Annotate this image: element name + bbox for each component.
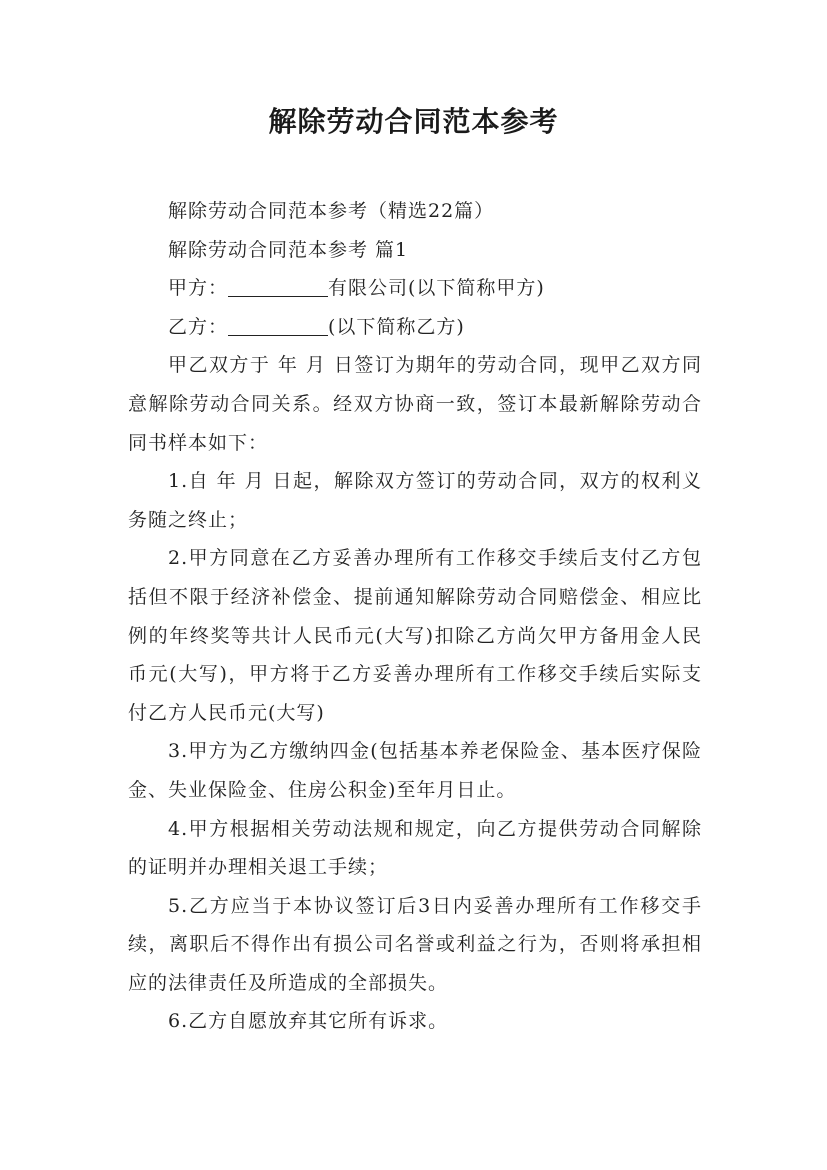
paragraph-clause-6: 6.乙方自愿放弃其它所有诉求。 — [168, 1010, 449, 1033]
document-body — [128, 192, 702, 1041]
document-subtitle: 解除劳动合同范本参考（精选22篇） — [168, 200, 495, 222]
paragraph-clause-4: 4.甲方根据相关劳动法规和规定，向乙方提供劳动合同解除的证明并办理相关退工手续； — [128, 817, 702, 879]
party-a-label: 甲方： — [168, 277, 229, 300]
paragraph-clause-2: 2.甲方同意在乙方妥善办理所有工作移交手续后支付乙方包括但不限于经济补偿金、提前通知解除劳动合同赔偿金、相应比例的年终奖等共计人民币元(大写)扣除乙方尚欠甲方备用金人民币元(大写)，甲方将于乙方妥善办理所有工作移交手续后实际支付乙方人民币元(大写) — [128, 547, 702, 724]
party-a-blank — [228, 274, 328, 297]
party-b-blank — [228, 313, 328, 336]
party-a-line — [128, 269, 702, 308]
paragraph-clause-1: 1.自 年 月 日起，解除双方签订的劳动合同，双方的权利义务随之终止； — [128, 470, 702, 531]
party-b-label: 乙方： — [168, 315, 229, 338]
paragraph-clause-3: 3.甲方为乙方缴纳四金(包括基本养老保险金、基本医疗保险金、失业保险金、住房公积金)至年月日止。 — [128, 740, 702, 801]
party-b-line — [128, 308, 702, 347]
paragraph-clause-5: 5.乙方应当于本协议签订后3日内妥善办理所有工作移交手续，离职后不得作出有损公司名誉或利益之行为，否则将承担相应的法律责任及所造成的全部损失。 — [128, 894, 702, 994]
party-a-suffix: 有限公司(以下简称甲方) — [328, 277, 545, 300]
document-title: 解除劳动合同范本参考 — [268, 105, 559, 138]
party-b-suffix: (以下简称乙方) — [328, 315, 465, 338]
section-heading: 解除劳动合同范本参考 篇1 — [168, 238, 409, 261]
paragraph-intro: 甲乙双方于 年 月 日签订为期年的劳动合同，现甲乙双方同意解除劳动合同关系。经双方协商一致，签订本最新解除劳动合同书样本如下： — [128, 354, 702, 454]
